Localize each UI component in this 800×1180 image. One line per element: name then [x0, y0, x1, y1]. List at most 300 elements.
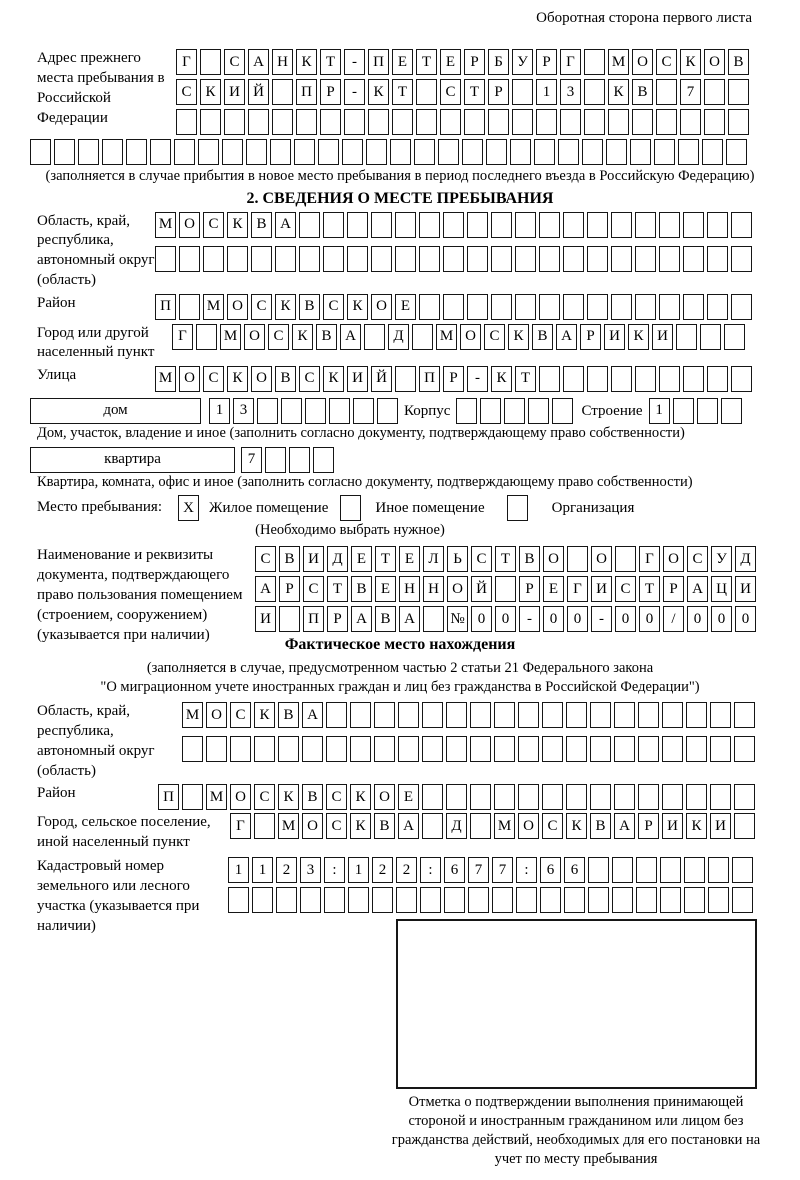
- char-box[interactable]: [724, 324, 745, 350]
- char-box[interactable]: [584, 49, 605, 75]
- char-box[interactable]: [560, 109, 581, 135]
- char-box[interactable]: Н: [399, 576, 420, 602]
- char-box[interactable]: Е: [543, 576, 564, 602]
- char-box[interactable]: М: [608, 49, 629, 75]
- char-box[interactable]: [732, 857, 753, 883]
- char-box[interactable]: О: [518, 813, 539, 839]
- char-box[interactable]: Р: [638, 813, 659, 839]
- char-box[interactable]: [566, 736, 587, 762]
- char-box[interactable]: [707, 246, 728, 272]
- char-box[interactable]: [536, 109, 557, 135]
- char-box[interactable]: С: [656, 49, 677, 75]
- char-box[interactable]: [582, 139, 603, 165]
- char-box[interactable]: Е: [399, 546, 420, 572]
- char-box[interactable]: М: [206, 784, 227, 810]
- char-box[interactable]: -: [467, 366, 488, 392]
- char-box[interactable]: К: [278, 784, 299, 810]
- char-box[interactable]: К: [296, 49, 317, 75]
- char-box[interactable]: [248, 109, 269, 135]
- char-box[interactable]: [590, 736, 611, 762]
- char-box[interactable]: 1: [228, 857, 249, 883]
- char-box[interactable]: Т: [375, 546, 396, 572]
- char-box[interactable]: [323, 212, 344, 238]
- char-box[interactable]: Р: [519, 576, 540, 602]
- char-box[interactable]: [587, 212, 608, 238]
- char-box[interactable]: [704, 109, 725, 135]
- char-box[interactable]: [542, 736, 563, 762]
- char-box[interactable]: О: [632, 49, 653, 75]
- checkbox-inoe[interactable]: [340, 495, 361, 521]
- char-box[interactable]: [347, 246, 368, 272]
- char-box[interactable]: 7: [468, 857, 489, 883]
- char-box[interactable]: Т: [495, 546, 516, 572]
- char-box[interactable]: К: [350, 813, 371, 839]
- char-box[interactable]: О: [227, 294, 248, 320]
- char-box[interactable]: [272, 109, 293, 135]
- char-box[interactable]: П: [296, 79, 317, 105]
- char-box[interactable]: [278, 736, 299, 762]
- char-box[interactable]: [318, 139, 339, 165]
- char-box[interactable]: :: [420, 857, 441, 883]
- char-box[interactable]: Л: [423, 546, 444, 572]
- char-box[interactable]: П: [419, 366, 440, 392]
- char-box[interactable]: [398, 736, 419, 762]
- char-box[interactable]: И: [652, 324, 673, 350]
- char-box[interactable]: [467, 212, 488, 238]
- char-box[interactable]: [708, 857, 729, 883]
- char-box[interactable]: [528, 398, 549, 424]
- char-box[interactable]: К: [566, 813, 587, 839]
- char-box[interactable]: [305, 398, 326, 424]
- char-box[interactable]: [635, 294, 656, 320]
- char-box[interactable]: С: [255, 546, 276, 572]
- char-box[interactable]: [374, 702, 395, 728]
- char-box[interactable]: С: [224, 49, 245, 75]
- char-box[interactable]: [731, 366, 752, 392]
- char-box[interactable]: [203, 246, 224, 272]
- char-box[interactable]: [683, 294, 704, 320]
- char-box[interactable]: [635, 246, 656, 272]
- char-box[interactable]: О: [663, 546, 684, 572]
- char-box[interactable]: [491, 294, 512, 320]
- char-box[interactable]: [632, 109, 653, 135]
- char-box[interactable]: [710, 736, 731, 762]
- char-box[interactable]: [734, 702, 755, 728]
- char-box[interactable]: [224, 109, 245, 135]
- char-box[interactable]: [683, 246, 704, 272]
- char-box[interactable]: -: [519, 606, 540, 632]
- char-box[interactable]: [710, 702, 731, 728]
- char-box[interactable]: С: [326, 813, 347, 839]
- char-box[interactable]: [518, 784, 539, 810]
- char-box[interactable]: И: [710, 813, 731, 839]
- char-box[interactable]: [659, 366, 680, 392]
- char-box[interactable]: К: [368, 79, 389, 105]
- char-box[interactable]: [275, 246, 296, 272]
- char-box[interactable]: К: [292, 324, 313, 350]
- char-box[interactable]: [608, 109, 629, 135]
- char-box[interactable]: [470, 813, 491, 839]
- char-box[interactable]: К: [227, 366, 248, 392]
- char-box[interactable]: [707, 294, 728, 320]
- char-box[interactable]: 0: [735, 606, 756, 632]
- char-box[interactable]: Е: [375, 576, 396, 602]
- char-box[interactable]: К: [347, 294, 368, 320]
- char-box[interactable]: [395, 212, 416, 238]
- char-box[interactable]: [176, 109, 197, 135]
- char-box[interactable]: 0: [639, 606, 660, 632]
- char-box[interactable]: 2: [372, 857, 393, 883]
- char-box[interactable]: С: [203, 366, 224, 392]
- char-box[interactable]: /: [663, 606, 684, 632]
- char-box[interactable]: В: [374, 813, 395, 839]
- char-box[interactable]: У: [512, 49, 533, 75]
- char-box[interactable]: [438, 139, 459, 165]
- char-box[interactable]: 0: [471, 606, 492, 632]
- char-box[interactable]: [567, 546, 588, 572]
- char-box[interactable]: К: [491, 366, 512, 392]
- char-box[interactable]: К: [508, 324, 529, 350]
- char-box[interactable]: А: [687, 576, 708, 602]
- char-box[interactable]: [150, 139, 171, 165]
- char-box[interactable]: [515, 246, 536, 272]
- char-box[interactable]: [587, 246, 608, 272]
- char-box[interactable]: №: [447, 606, 468, 632]
- char-box[interactable]: М: [203, 294, 224, 320]
- char-box[interactable]: [563, 212, 584, 238]
- char-box[interactable]: 0: [543, 606, 564, 632]
- char-box[interactable]: [488, 109, 509, 135]
- char-box[interactable]: [654, 139, 675, 165]
- char-box[interactable]: Т: [392, 79, 413, 105]
- char-box[interactable]: [552, 398, 573, 424]
- char-box[interactable]: [423, 606, 444, 632]
- char-box[interactable]: [272, 79, 293, 105]
- char-box[interactable]: [299, 246, 320, 272]
- char-box[interactable]: Т: [515, 366, 536, 392]
- char-box[interactable]: А: [399, 606, 420, 632]
- char-box[interactable]: [558, 139, 579, 165]
- char-box[interactable]: [422, 813, 443, 839]
- char-box[interactable]: [416, 79, 437, 105]
- char-box[interactable]: Е: [351, 546, 372, 572]
- char-box[interactable]: [684, 887, 705, 913]
- char-box[interactable]: [680, 109, 701, 135]
- char-box[interactable]: 1: [252, 857, 273, 883]
- char-box[interactable]: [371, 246, 392, 272]
- char-box[interactable]: [734, 784, 755, 810]
- char-box[interactable]: [347, 212, 368, 238]
- char-box[interactable]: [590, 784, 611, 810]
- char-box[interactable]: [563, 366, 584, 392]
- char-box[interactable]: [390, 139, 411, 165]
- char-box[interactable]: В: [532, 324, 553, 350]
- char-box[interactable]: 7: [492, 857, 513, 883]
- char-box[interactable]: Р: [279, 576, 300, 602]
- char-box[interactable]: [660, 857, 681, 883]
- char-box[interactable]: Ь: [447, 546, 468, 572]
- char-box[interactable]: [126, 139, 147, 165]
- char-box[interactable]: Г: [172, 324, 193, 350]
- char-box[interactable]: П: [303, 606, 324, 632]
- char-box[interactable]: И: [255, 606, 276, 632]
- char-box[interactable]: В: [519, 546, 540, 572]
- char-box[interactable]: К: [350, 784, 371, 810]
- char-box[interactable]: [734, 813, 755, 839]
- char-box[interactable]: О: [244, 324, 265, 350]
- char-box[interactable]: Б: [488, 49, 509, 75]
- char-box[interactable]: В: [251, 212, 272, 238]
- char-box[interactable]: [611, 294, 632, 320]
- char-box[interactable]: [398, 702, 419, 728]
- char-box[interactable]: Р: [327, 606, 348, 632]
- char-box[interactable]: В: [351, 576, 372, 602]
- char-box[interactable]: [348, 887, 369, 913]
- char-box[interactable]: [251, 246, 272, 272]
- char-box[interactable]: [198, 139, 219, 165]
- char-box[interactable]: М: [155, 212, 176, 238]
- char-box[interactable]: [697, 398, 718, 424]
- char-box[interactable]: [470, 784, 491, 810]
- char-box[interactable]: 7: [241, 447, 262, 473]
- char-box[interactable]: 3: [233, 398, 254, 424]
- char-box[interactable]: О: [374, 784, 395, 810]
- char-box[interactable]: С: [326, 784, 347, 810]
- char-box[interactable]: О: [251, 366, 272, 392]
- char-box[interactable]: [612, 887, 633, 913]
- char-box[interactable]: [539, 212, 560, 238]
- char-box[interactable]: [510, 139, 531, 165]
- char-box[interactable]: И: [591, 576, 612, 602]
- char-box[interactable]: Г: [230, 813, 251, 839]
- checkbox-zhiloe[interactable]: X: [178, 495, 199, 521]
- char-box[interactable]: [662, 736, 683, 762]
- char-box[interactable]: А: [398, 813, 419, 839]
- char-box[interactable]: В: [278, 702, 299, 728]
- char-box[interactable]: О: [179, 366, 200, 392]
- char-box[interactable]: [467, 246, 488, 272]
- char-box[interactable]: П: [158, 784, 179, 810]
- char-box[interactable]: [299, 212, 320, 238]
- char-box[interactable]: Г: [176, 49, 197, 75]
- char-box[interactable]: К: [200, 79, 221, 105]
- char-box[interactable]: А: [351, 606, 372, 632]
- char-box[interactable]: [539, 366, 560, 392]
- char-box[interactable]: [686, 702, 707, 728]
- char-box[interactable]: [584, 79, 605, 105]
- char-box[interactable]: С: [230, 702, 251, 728]
- char-box[interactable]: [422, 702, 443, 728]
- checkbox-organizatsiya[interactable]: [507, 495, 528, 521]
- char-box[interactable]: 0: [687, 606, 708, 632]
- char-box[interactable]: [254, 813, 275, 839]
- char-box[interactable]: [731, 294, 752, 320]
- char-box[interactable]: [512, 79, 533, 105]
- char-box[interactable]: [329, 398, 350, 424]
- char-box[interactable]: С: [542, 813, 563, 839]
- char-box[interactable]: М: [494, 813, 515, 839]
- char-box[interactable]: Р: [320, 79, 341, 105]
- char-box[interactable]: -: [591, 606, 612, 632]
- char-box[interactable]: [420, 887, 441, 913]
- char-box[interactable]: В: [299, 294, 320, 320]
- char-box[interactable]: [179, 246, 200, 272]
- char-box[interactable]: [470, 702, 491, 728]
- char-box[interactable]: А: [614, 813, 635, 839]
- char-box[interactable]: 7: [680, 79, 701, 105]
- char-box[interactable]: [731, 246, 752, 272]
- char-box[interactable]: [704, 79, 725, 105]
- char-box[interactable]: Е: [398, 784, 419, 810]
- char-box[interactable]: И: [604, 324, 625, 350]
- char-box[interactable]: О: [591, 546, 612, 572]
- char-box[interactable]: М: [220, 324, 241, 350]
- char-box[interactable]: [683, 366, 704, 392]
- char-box[interactable]: Е: [440, 49, 461, 75]
- char-box[interactable]: [587, 366, 608, 392]
- char-box[interactable]: [326, 736, 347, 762]
- char-box[interactable]: П: [368, 49, 389, 75]
- char-box[interactable]: [673, 398, 694, 424]
- char-box[interactable]: [518, 702, 539, 728]
- char-box[interactable]: [563, 294, 584, 320]
- char-box[interactable]: М: [155, 366, 176, 392]
- char-box[interactable]: [516, 887, 537, 913]
- char-box[interactable]: [494, 784, 515, 810]
- char-box[interactable]: [494, 702, 515, 728]
- char-box[interactable]: [684, 857, 705, 883]
- char-box[interactable]: Й: [371, 366, 392, 392]
- char-box[interactable]: [486, 139, 507, 165]
- char-box[interactable]: [662, 702, 683, 728]
- char-box[interactable]: Д: [446, 813, 467, 839]
- char-box[interactable]: [196, 324, 217, 350]
- char-box[interactable]: Р: [443, 366, 464, 392]
- char-box[interactable]: 0: [615, 606, 636, 632]
- char-box[interactable]: [182, 784, 203, 810]
- char-box[interactable]: [353, 398, 374, 424]
- char-box[interactable]: [534, 139, 555, 165]
- char-box[interactable]: К: [275, 294, 296, 320]
- char-box[interactable]: [412, 324, 433, 350]
- char-box[interactable]: [515, 212, 536, 238]
- char-box[interactable]: О: [371, 294, 392, 320]
- char-box[interactable]: [512, 109, 533, 135]
- char-box[interactable]: [419, 246, 440, 272]
- char-box[interactable]: [78, 139, 99, 165]
- char-box[interactable]: К: [323, 366, 344, 392]
- char-box[interactable]: К: [608, 79, 629, 105]
- char-box[interactable]: М: [436, 324, 457, 350]
- char-box[interactable]: [294, 139, 315, 165]
- char-box[interactable]: [566, 702, 587, 728]
- char-box[interactable]: С: [251, 294, 272, 320]
- char-box[interactable]: [732, 887, 753, 913]
- char-box[interactable]: [566, 784, 587, 810]
- char-box[interactable]: [470, 736, 491, 762]
- char-box[interactable]: 3: [560, 79, 581, 105]
- char-box[interactable]: [464, 109, 485, 135]
- char-box[interactable]: Т: [639, 576, 660, 602]
- char-box[interactable]: [676, 324, 697, 350]
- char-box[interactable]: [584, 109, 605, 135]
- char-box[interactable]: [636, 887, 657, 913]
- char-box[interactable]: С: [615, 576, 636, 602]
- char-box[interactable]: [660, 887, 681, 913]
- char-box[interactable]: [222, 139, 243, 165]
- char-box[interactable]: [174, 139, 195, 165]
- char-box[interactable]: У: [711, 546, 732, 572]
- char-box[interactable]: [702, 139, 723, 165]
- char-box[interactable]: 2: [396, 857, 417, 883]
- char-box[interactable]: [590, 702, 611, 728]
- char-box[interactable]: [542, 702, 563, 728]
- char-box[interactable]: М: [278, 813, 299, 839]
- char-box[interactable]: Р: [464, 49, 485, 75]
- char-box[interactable]: [504, 398, 525, 424]
- char-box[interactable]: [368, 109, 389, 135]
- char-box[interactable]: [395, 246, 416, 272]
- char-box[interactable]: [611, 246, 632, 272]
- char-box[interactable]: [265, 447, 286, 473]
- char-box[interactable]: Т: [464, 79, 485, 105]
- char-box[interactable]: [228, 887, 249, 913]
- char-box[interactable]: [182, 736, 203, 762]
- char-box[interactable]: Й: [471, 576, 492, 602]
- char-box[interactable]: [563, 246, 584, 272]
- char-box[interactable]: В: [316, 324, 337, 350]
- char-box[interactable]: -: [344, 79, 365, 105]
- char-box[interactable]: 6: [540, 857, 561, 883]
- char-box[interactable]: [686, 736, 707, 762]
- char-box[interactable]: С: [303, 576, 324, 602]
- char-box[interactable]: 6: [564, 857, 585, 883]
- char-box[interactable]: [392, 109, 413, 135]
- char-box[interactable]: О: [543, 546, 564, 572]
- char-box[interactable]: Е: [395, 294, 416, 320]
- char-box[interactable]: О: [206, 702, 227, 728]
- char-box[interactable]: [734, 736, 755, 762]
- char-box[interactable]: [300, 887, 321, 913]
- char-box[interactable]: В: [590, 813, 611, 839]
- char-box[interactable]: В: [728, 49, 749, 75]
- char-box[interactable]: В: [375, 606, 396, 632]
- char-box[interactable]: Ц: [711, 576, 732, 602]
- char-box[interactable]: [708, 887, 729, 913]
- char-box[interactable]: [313, 447, 334, 473]
- char-box[interactable]: [468, 887, 489, 913]
- char-box[interactable]: И: [662, 813, 683, 839]
- char-box[interactable]: :: [324, 857, 345, 883]
- char-box[interactable]: [302, 736, 323, 762]
- char-box[interactable]: [30, 139, 51, 165]
- char-box[interactable]: Р: [580, 324, 601, 350]
- char-box[interactable]: П: [155, 294, 176, 320]
- char-box[interactable]: [518, 736, 539, 762]
- char-box[interactable]: [614, 784, 635, 810]
- char-box[interactable]: О: [230, 784, 251, 810]
- char-box[interactable]: [324, 887, 345, 913]
- char-box[interactable]: [279, 606, 300, 632]
- char-box[interactable]: [246, 139, 267, 165]
- char-box[interactable]: [416, 109, 437, 135]
- char-box[interactable]: [364, 324, 385, 350]
- char-box[interactable]: [491, 212, 512, 238]
- char-box[interactable]: [656, 79, 677, 105]
- char-box[interactable]: С: [254, 784, 275, 810]
- char-box[interactable]: [659, 246, 680, 272]
- char-box[interactable]: [611, 366, 632, 392]
